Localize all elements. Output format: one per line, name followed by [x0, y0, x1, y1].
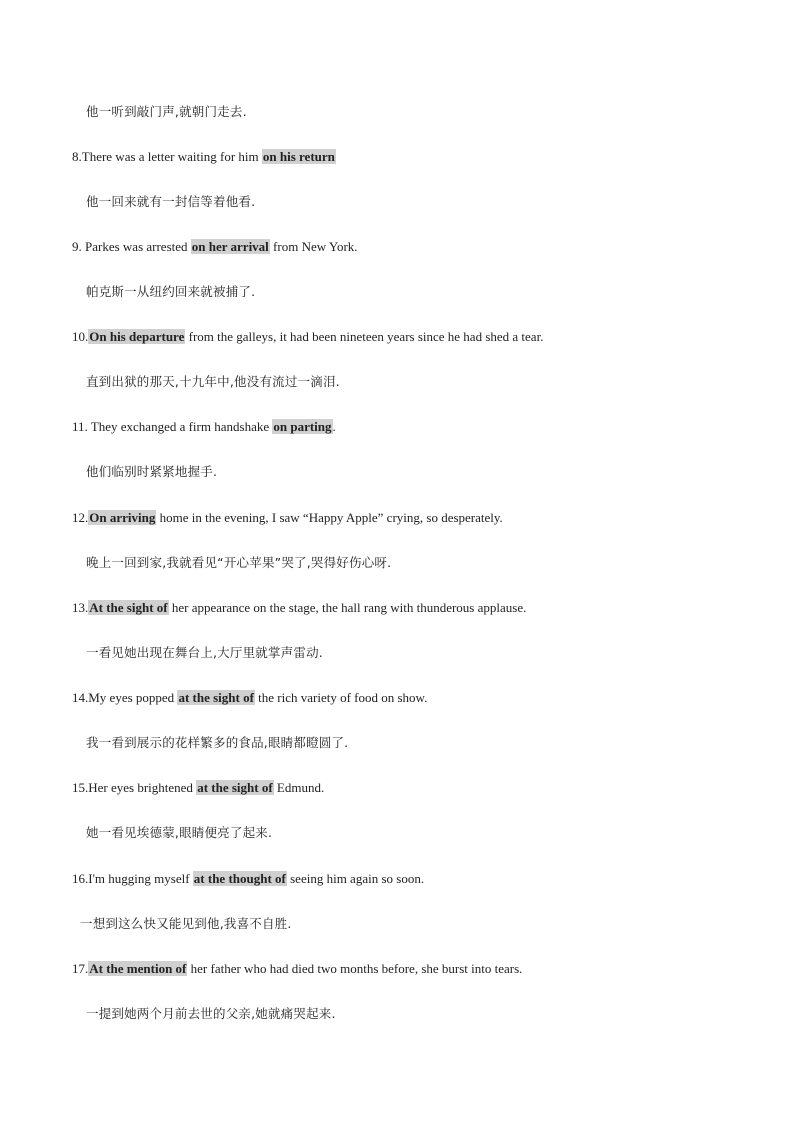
sentence-number: 9. — [72, 239, 85, 254]
translation-7: 他一听到敲门声,就朝门走去. — [86, 104, 247, 119]
translation-13: 一看见她出现在舞台上,大厅里就掌声雷动. — [86, 645, 323, 660]
sentence-text: My eyes popped — [88, 690, 178, 705]
sentence-number: 15. — [72, 780, 89, 795]
sentence-text: her father who had died two months before, she burst into tears. — [187, 961, 523, 976]
sentence-14 — [72, 690, 427, 706]
sentence-text: Parkes was arrested — [85, 239, 191, 254]
highlighted-phrase: At the mention of — [89, 961, 187, 976]
sentence-17 — [72, 961, 522, 977]
sentence-text: from New York. — [269, 239, 358, 254]
highlighted-phrase: On his departure — [89, 329, 185, 344]
sentence-text: seeing him again so soon. — [286, 871, 425, 886]
translation-11: 他们临别时紧紧地握手. — [86, 464, 218, 479]
highlighted-phrase: at the sight of — [197, 780, 273, 795]
highlighted-phrase: on parting — [273, 419, 332, 434]
sentence-number: 11. — [72, 419, 91, 434]
highlighted-phrase: at the sight of — [178, 690, 254, 705]
translation-17: 一提到她两个月前去世的父亲,她就痛哭起来. — [86, 1006, 336, 1021]
sentence-11 — [72, 419, 336, 435]
highlighted-phrase: At the sight of — [89, 600, 168, 615]
sentence-text: They exchanged a firm handshake — [90, 419, 273, 434]
sentence-text: from the galleys, it had been nineteen years since he had shed a tear. — [185, 329, 544, 344]
highlighted-phrase: On arriving — [89, 510, 156, 525]
sentence-16 — [72, 871, 424, 887]
sentence-12 — [72, 510, 503, 526]
sentence-10 — [72, 329, 543, 345]
sentence-text: Her eyes brightened — [88, 780, 197, 795]
sentence-number: 8. — [72, 149, 82, 164]
highlighted-phrase: on his return — [262, 149, 335, 164]
sentence-number: 13. — [72, 600, 89, 615]
sentence-8 — [72, 149, 336, 165]
translation-14: 我一看到展示的花样繁多的食品,眼睛都瞪圆了. — [86, 735, 349, 750]
sentence-13 — [72, 600, 526, 616]
translation-15: 她一看见埃德蒙,眼睛便亮了起来. — [86, 825, 273, 840]
sentence-9 — [72, 239, 358, 255]
sentence-number: 10. — [72, 329, 89, 344]
highlighted-phrase: at the thought of — [193, 871, 286, 886]
sentence-text: There was a letter waiting for him — [81, 149, 262, 164]
sentence-text: home in the evening, I saw “Happy Apple” crying, so desperately. — [156, 510, 503, 525]
sentence-number: 16. — [72, 871, 89, 886]
sentence-text: the rich variety of food on show. — [254, 690, 428, 705]
sentence-text: Edmund. — [273, 780, 325, 795]
sentence-text: . — [332, 419, 336, 434]
sentence-text: her appearance on the stage, the hall rang with thunderous applause. — [168, 600, 527, 615]
translation-16: 一想到这么快又能见到他,我喜不自胜. — [80, 916, 292, 931]
translation-10: 直到出狱的那天,十九年中,他没有流过一滴泪. — [86, 374, 340, 389]
sentence-text: I'm hugging myself — [88, 871, 193, 886]
sentence-number: 12. — [72, 510, 89, 525]
highlighted-phrase: on her arrival — [191, 239, 269, 254]
translation-12: 晚上一回到家,我就看见“开心苹果”哭了,哭得好伤心呀. — [86, 555, 392, 570]
sentence-15 — [72, 780, 324, 796]
sentence-number: 14. — [72, 690, 89, 705]
translation-9: 帕克斯一从纽约回来就被捕了. — [86, 284, 256, 299]
translation-8: 他一回来就有一封信等着他看. — [86, 194, 256, 209]
sentence-number: 17. — [72, 961, 89, 976]
